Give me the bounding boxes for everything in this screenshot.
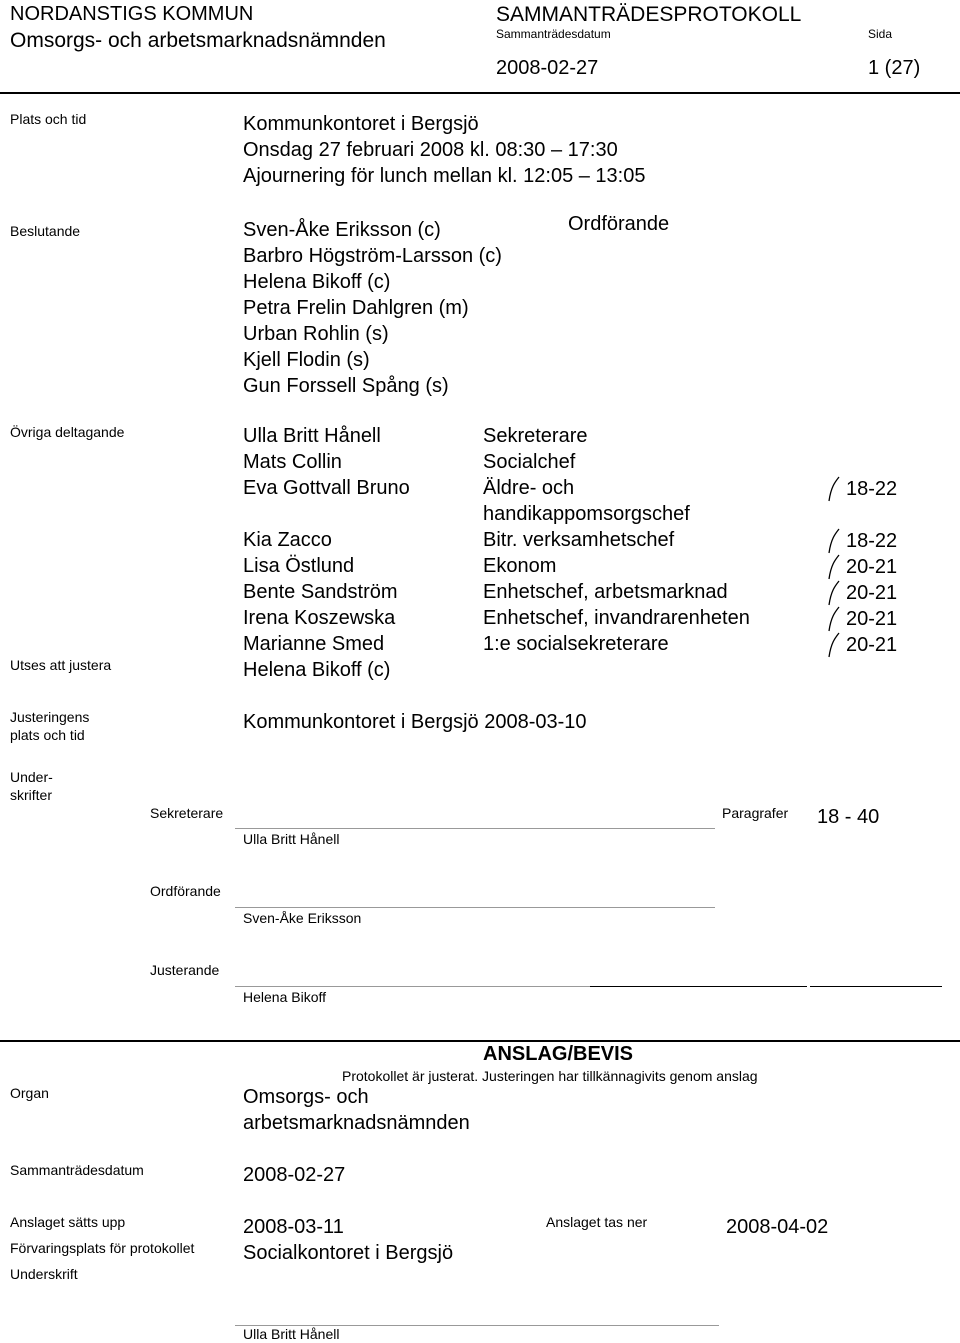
place-time-label: Plats och tid (10, 111, 87, 127)
notice-date: 2008-02-27 (243, 1164, 346, 1186)
storage-value: Socialkontoret i Bergsjö (243, 1242, 454, 1264)
participant-role: Ekonom (483, 555, 557, 577)
paragraph-range: 18-22 (846, 530, 898, 552)
notice-subtitle: Protokollet är justerat. Justeringen har tillkännagivits genom anslag (342, 1068, 758, 1084)
paragraph-range: 20-21 (846, 608, 898, 630)
participant-role: Socialchef (483, 451, 576, 473)
time-line: Onsdag 27 februari 2008 kl. 08:30 – 17:30 (243, 139, 618, 161)
adjustment-label-line2: plats och tid (10, 727, 85, 743)
participant-name: Kia Zacco (243, 529, 332, 551)
others-names (243, 423, 410, 657)
adjuster-signature-line-extra (590, 986, 807, 987)
secretary-signature-line (235, 828, 715, 829)
municipality-name: NORDANSTIGS KOMMUN (10, 3, 254, 25)
member: Petra Frelin Dahlgren (m) (243, 297, 469, 319)
member: Urban Rohlin (s) (243, 323, 389, 345)
section-sign-icon (826, 476, 842, 502)
others-label: Övriga deltagande (10, 424, 125, 440)
paragraph-range: 20-21 (846, 634, 898, 656)
header-page-number: 1 (27) (868, 57, 921, 79)
participant-name: Eva Gottvall Bruno (243, 477, 410, 499)
adjustment-label-line1: Justeringens (10, 709, 90, 725)
adjuster-sign-name: Helena Bikoff (243, 989, 327, 1005)
participant-role: 1:e socialsekreterare (483, 633, 669, 655)
others-roles (483, 423, 750, 657)
removed-label: Anslaget tas ner (546, 1214, 648, 1230)
place-line: Kommunkontoret i Bergsjö (243, 113, 479, 135)
participant-role: Bitr. verksamhetschef (483, 529, 675, 551)
section-sign-icon (826, 632, 842, 658)
adjustment-place-time: Kommunkontoret i Bergsjö 2008-03-10 (243, 711, 587, 733)
member: Barbro Högström-Larsson (c) (243, 245, 502, 267)
member: Kjell Flodin (s) (243, 349, 370, 371)
secretary-sign-label: Sekreterare (150, 805, 224, 821)
header-divider (0, 92, 960, 94)
posted-label: Anslaget sätts upp (10, 1214, 126, 1230)
participant-name: Marianne Smed (243, 633, 385, 655)
secretary-sign-name: Ulla Britt Hånell (243, 831, 340, 847)
paragraphs-value: 18 - 40 (817, 806, 880, 828)
chair-sign-name: Sven-Åke Eriksson (243, 910, 362, 926)
removed-date: 2008-04-02 (726, 1216, 829, 1238)
paragraph-range: 20-21 (846, 556, 898, 578)
participant-name: Mats Collin (243, 451, 342, 473)
adjuster-label: Utses att justera (10, 657, 112, 673)
section-sign-icon (826, 580, 842, 606)
section-sign-icon (826, 606, 842, 632)
organ-line: arbetsmarknadsnämnden (243, 1112, 470, 1134)
deciding-members (243, 217, 502, 399)
organ-label: Organ (10, 1085, 49, 1101)
member: Helena Bikoff (c) (243, 271, 391, 293)
header-date: 2008-02-27 (496, 57, 599, 79)
signatures-label-line1: Under- (10, 769, 53, 785)
notice-divider (0, 1040, 960, 1042)
deciding-label: Beslutande (10, 223, 81, 239)
paragraph-range: 18-22 (846, 478, 898, 500)
section-sign-icon (826, 528, 842, 554)
document-type: SAMMANTRÄDESPROTOKOLL (496, 3, 802, 26)
participant-role: Äldre- och (483, 477, 575, 499)
posted-date: 2008-03-11 (243, 1216, 344, 1238)
notice-date-label: Sammanträdesdatum (10, 1162, 144, 1178)
member: Sven-Åke Eriksson (c) (243, 219, 441, 241)
adjuster-signature-line-extra (810, 986, 942, 987)
member: Gun Forssell Spång (s) (243, 375, 449, 397)
participant-role: handikappomsorgschef (483, 503, 690, 525)
adjuster-name: Helena Bikoff (c) (243, 659, 391, 681)
signatures-label-line2: skrifter (10, 787, 52, 803)
adjuster-sign-label: Justerande (150, 962, 220, 978)
participant-name: Ulla Britt Hånell (243, 425, 381, 447)
chair-signature-line (235, 907, 715, 908)
signature-label: Underskrift (10, 1266, 78, 1282)
chair-sign-label: Ordförande (150, 883, 221, 899)
paragraphs-label: Paragrafer (722, 805, 789, 821)
header-page-label: Sida (868, 27, 893, 41)
participant-name (243, 501, 410, 527)
storage-label: Förvaringsplats för protokollet (10, 1240, 195, 1256)
notice-title: ANSLAG/BEVIS (483, 1043, 634, 1065)
participant-role: Enhetschef, arbetsmarknad (483, 581, 728, 603)
participant-role: Sekreterare (483, 425, 588, 447)
participant-name: Lisa Östlund (243, 555, 355, 577)
participant-role: Enhetschef, invandrarenheten (483, 607, 750, 629)
lunch-line: Ajournering för lunch mellan kl. 12:05 – 13:05 (243, 165, 646, 187)
place-time-block (243, 111, 645, 189)
participant-name: Irena Koszewska (243, 607, 396, 629)
organ-value (243, 1084, 470, 1136)
header-date-label: Sammanträdesdatum (496, 27, 611, 41)
committee-name: Omsorgs- och arbetsmarknadsnämnden (10, 29, 386, 52)
section-sign-icon (826, 554, 842, 580)
organ-line: Omsorgs- och (243, 1086, 369, 1108)
chair-role: Ordförande (568, 213, 670, 235)
participant-name: Bente Sandström (243, 581, 398, 603)
paragraph-range: 20-21 (846, 582, 898, 604)
notice-signature-name: Ulla Britt Hånell (243, 1326, 340, 1342)
